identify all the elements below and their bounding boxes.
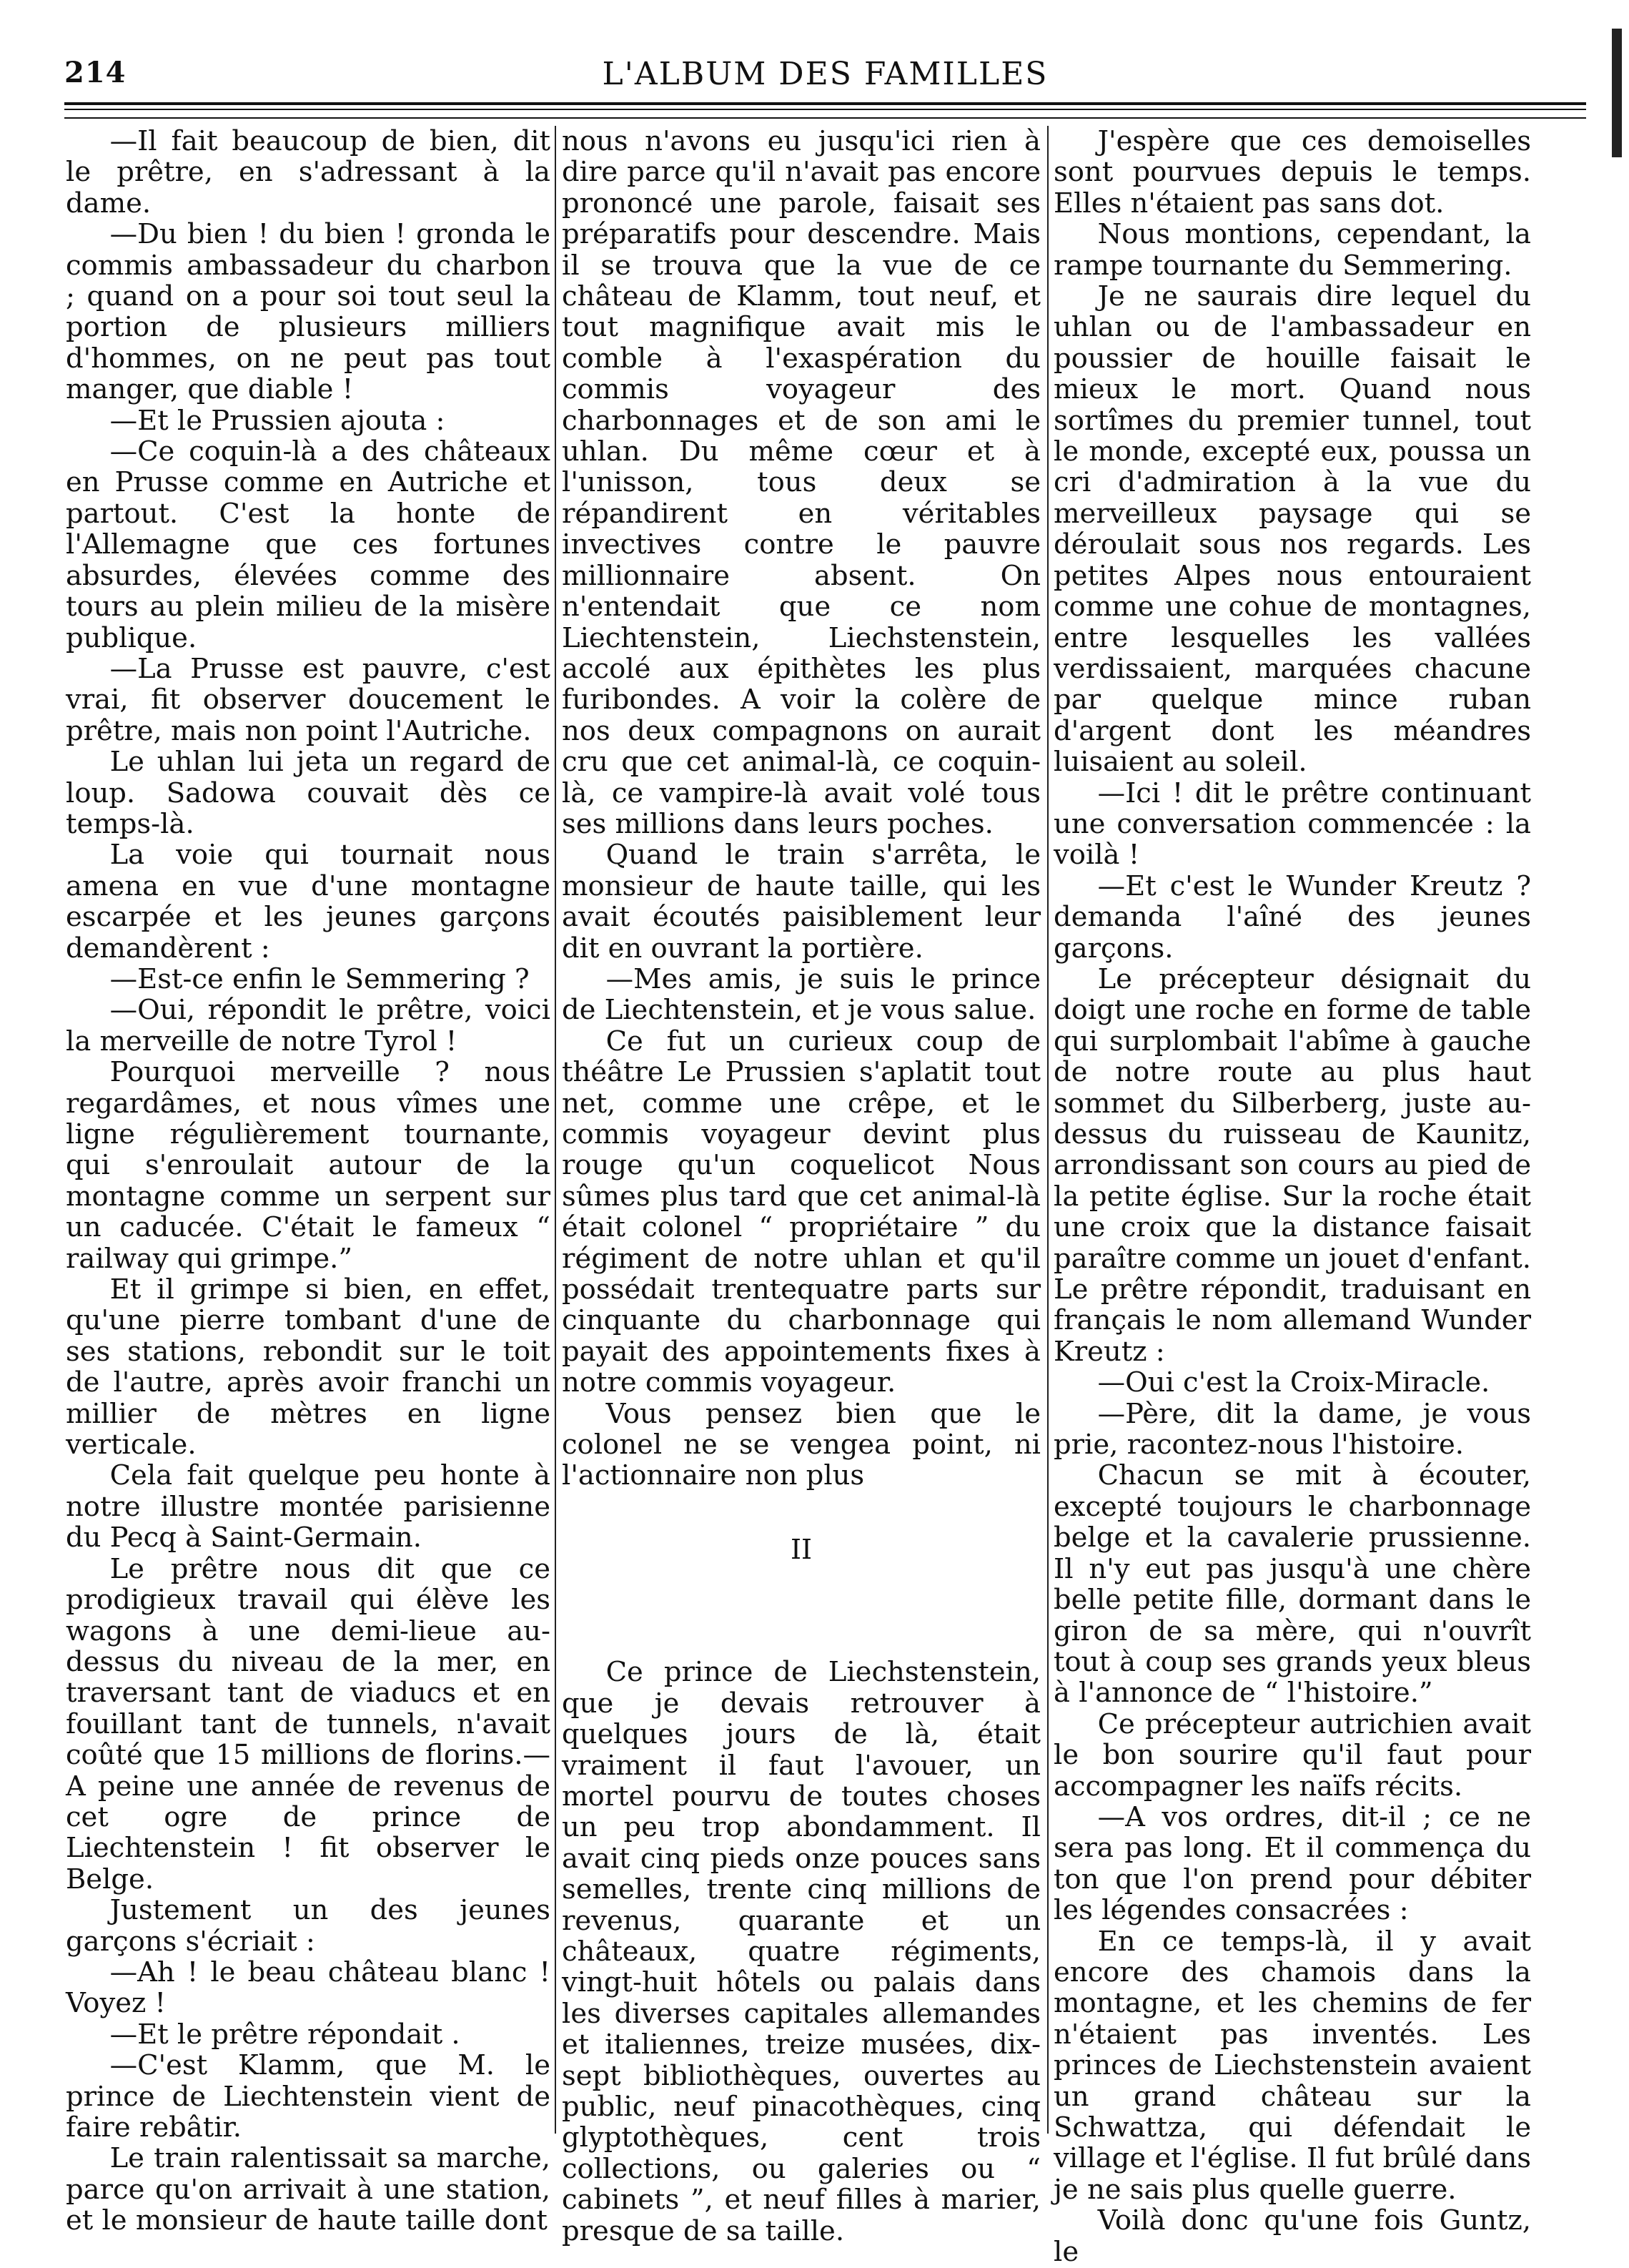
paragraph: —Et le prêtre répondait . bbox=[109, 2018, 460, 2051]
paragraph: J'espère que ces demoiselles sont pourvues depuis le temps. Elles n'étaient pas sans dot. bbox=[1054, 125, 1531, 220]
paragraph: —Oui, répondit le prêtre, voici la merveille de notre Tyrol ! bbox=[66, 994, 550, 1057]
paragraph: —La Prusse est pauvre, c'est vrai, fit observer doucement le prêtre, mais non point l'Autriche. bbox=[66, 652, 550, 747]
paragraph: Chacun se mit à écouter, excepté toujours le charbonnage belge et la cavalerie prussienne. Il n'y eut pas jusqu'à une chère belle petite fille, dormant dans le giron de sa mère, qui n'ouvrît tout à coup ses grands yeux bleus à l'annonce de “ l'histoire.” bbox=[1054, 1459, 1531, 1710]
header-rule bbox=[64, 102, 1586, 105]
continued-paragraph: nous n'avons eu jusqu'ici rien à dire parce qu'il n'avait pas encore prononcé une parole, faisait ses préparatifs pour descendre. Mais il se trouva que la vue de ce château de Klamm, tout neuf, et tout magnifique avait mis le comble à l'exaspération du commis voyageur des charbonnages et de son ami le uhlan. Du même cœur et à l'unisson, tous deux se répandirent en véritables invectives contre le pauvre millionnaire absent. On n'entendait que ce nom Liechtenstein, Liechstenstein, accolé aux épithètes les plus furibondes. A voir la colère de nos deux compagnons on aurait cru que cet animal-là, ce coquin-là, ce vampire-là avait volé tous ses millions dans leurs poches. bbox=[562, 125, 1041, 840]
paragraph: —Ce coquin-là a des châteaux en Prusse comme en Autriche et partout. C'est la honte de l'Allemagne que ces fortunes absurdes, élevées comme des tours au plein milieu de la misère publique. bbox=[66, 435, 550, 654]
paragraph: La voie qui tournait nous amena en vue d'une montagne escarpée et les jeunes garçons demandèrent : bbox=[66, 839, 550, 965]
text-column-1 bbox=[66, 125, 550, 2237]
text-column-3 bbox=[1054, 125, 1531, 2268]
header-rule bbox=[64, 117, 1586, 119]
paragraph: —Et c'est le Wunder Kreutz ? demanda l'aîné des jeunes garçons. bbox=[1054, 869, 1531, 965]
paragraph: Le prêtre nous dit que ce prodigieux travail qui élève les wagons à une demi-lieue au-dessus du niveau de la mer, en traversant tant de viaducs et en fouillant tant de tunnels, n'avait coûté que 15 millions de florins.—A peine une année de revenus de cet ogre de prince de Liechtenstein ! fit observer le Belge. bbox=[66, 1552, 550, 1895]
running-title: L'ALBUM DES FAMILLES bbox=[602, 56, 1049, 92]
paragraph: —Oui c'est la Croix-Miracle. bbox=[1097, 1366, 1490, 1399]
paragraph: —Ah ! le beau château blanc ! Voyez ! bbox=[66, 1956, 550, 2020]
text-column-2 bbox=[562, 125, 1041, 2247]
paragraph: Nous montions, cependant, la rampe tournante du Semmering. bbox=[1054, 218, 1531, 282]
paragraph: Vous pensez bien que le colonel ne se vengea point, ni l'actionnaire non plus bbox=[562, 1397, 1041, 1492]
header-rule bbox=[64, 109, 1586, 110]
paragraph: Pourquoi merveille ? nous regardâmes, et nous vîmes une ligne régulièrement tournante, qui s'enroulait autour de la montagne comme un serpent sur un caducée. C'était le fameux “ railway qui grimpe.” bbox=[66, 1056, 550, 1275]
paragraph: Ce fut un curieux coup de théâtre Le Prussien s'aplatit tout net, comme une crêpe, et le commis voyageur devint plus rouge qu'un coquelicot Nous sûmes plus tard que cet animal-là était colonel “ propriétaire ” du régiment de notre uhlan et qu'il possédait trentequatre parts sur cinquante du charbonnage qui payait des appointements fixes à notre commis voyageur. bbox=[562, 1025, 1041, 1399]
paragraph: Justement un des jeunes garçons s'écriait : bbox=[66, 1894, 550, 1958]
paragraph: En ce temps-là, il y avait encore des chamois dans la montagne, et les chemins de fer n'étaient pas inventés. Les princes de Liechstenstein avaient un grand château sur la Schwattza, qui défendait le village et l'église. Il fut brûlé dans je ne sais plus quelle guerre. bbox=[1054, 1925, 1531, 2206]
paragraph: Le train ralentissait sa marche, parce qu'on arrivait à une station, et le monsieur de haute taille dont bbox=[66, 2142, 550, 2237]
paragraph: Ce précepteur autrichien avait le bon sourire qu'il faut pour accompagner les naïfs récits. bbox=[1054, 1707, 1531, 1803]
paragraph: Le précepteur désignait du doigt une roche en forme de table qui surplombait l'abîme à gauche de notre route au plus haut sommet du Silberberg, juste au-dessus du ruisseau de Kaunitz, arrondissant son cours au pied de la petite église. Sur la roche était une croix que la distance faisait paraître comme un jouet d'enfant. Le prêtre répondit, traduisant en français le nom allemand Wunder Kreutz : bbox=[1054, 962, 1531, 1368]
column-divider bbox=[1047, 126, 1049, 2134]
paragraph: Quand le train s'arrêta, le monsieur de haute taille, qui les avait écoutés paisiblement leur dit en ouvrant la portière. bbox=[562, 839, 1041, 965]
paragraph: —Et le Prussien ajouta : bbox=[109, 404, 445, 437]
paragraph: Cela fait quelque peu honte à notre illustre montée parisienne du Pecq à Saint-Germain. bbox=[66, 1459, 550, 1554]
paragraph: Voilà donc qu'une fois Guntz, le bbox=[1054, 2204, 1531, 2268]
paragraph: —Il fait beaucoup de bien, dit le prêtre, en s'adressant à la dame. bbox=[66, 125, 550, 220]
paragraph: Le uhlan lui jeta un regard de loup. Sadowa couvait dès ce temps-là. bbox=[66, 746, 550, 840]
paragraph: —Est-ce enfin le Semmering ? bbox=[109, 962, 530, 995]
column-divider bbox=[555, 126, 556, 2134]
page-edge-mark bbox=[1612, 29, 1622, 157]
paragraph: —Père, dit la dame, je vous prie, racontez-nous l'histoire. bbox=[1054, 1397, 1531, 1461]
paragraph: —Du bien ! du bien ! gronda le commis ambassadeur du charbon ; quand on a pour soi tout seul la portion de plusieurs milliers d'hommes, on ne peut pas tout manger, que diable ! bbox=[66, 218, 550, 406]
page-header bbox=[64, 56, 1586, 99]
paragraph: Et il grimpe si bien, en effet, qu'une pierre tombant d'une de ses stations, rebondit sur le toit de l'autre, après avoir franchi un millier de mètres en ligne verticale. bbox=[66, 1273, 550, 1461]
page-number: 214 bbox=[64, 56, 127, 89]
paragraph: —A vos ordres, dit-il ; ce ne sera pas long. Et il commença du ton que l'on prend pour débiter les légendes consacrées : bbox=[1054, 1800, 1531, 1927]
paragraph: Je ne saurais dire lequel du uhlan ou de l'ambassadeur en poussier de houille faisait le mieux le mort. Quand nous sortîmes du premier tunnel, tout le monde, excepté eux, poussa un cri d'admiration à la vue du merveilleux paysage qui se déroulait sous nos regards. Les petites Alpes nous entouraient comme une cohue de montagnes, entre lesquelles les vallées verdissaient, marquées chacune par quelque mince ruban d'argent dont les méandres luisaient au soleil. bbox=[1054, 280, 1531, 779]
paragraph: —Ici ! dit le prêtre continuant une conversation commencée : la voilà ! bbox=[1054, 776, 1531, 872]
paragraph: —C'est Klamm, que M. le prince de Liechtenstein vient de faire rebâtir. bbox=[66, 2049, 550, 2144]
paragraph: —Mes amis, je suis le prince de Liechtenstein, et je vous salue. bbox=[562, 962, 1041, 1027]
paragraph: Ce prince de Liechstenstein, que je devais retrouver à quelques jours de là, était vraiment il faut l'avouer, un mortel pourvu de toutes choses un peu trop abondamment. Il avait cinq pieds onze pouces sans semelles, trente cinq millions de revenus, quarante et un châteaux, quatre régiments, vingt-huit hôtels ou palais dans les diverses capitales allemandes et italiennes, treize musées, dix-sept bibliothèques, ouvertes au public, neuf pinacothèques, cinq glyptothèques, cent trois collections, ou galeries ou “ cabinets ”, et neuf filles à marier, presque de sa taille. bbox=[562, 1656, 1041, 2247]
section-heading: II bbox=[790, 1533, 813, 1565]
